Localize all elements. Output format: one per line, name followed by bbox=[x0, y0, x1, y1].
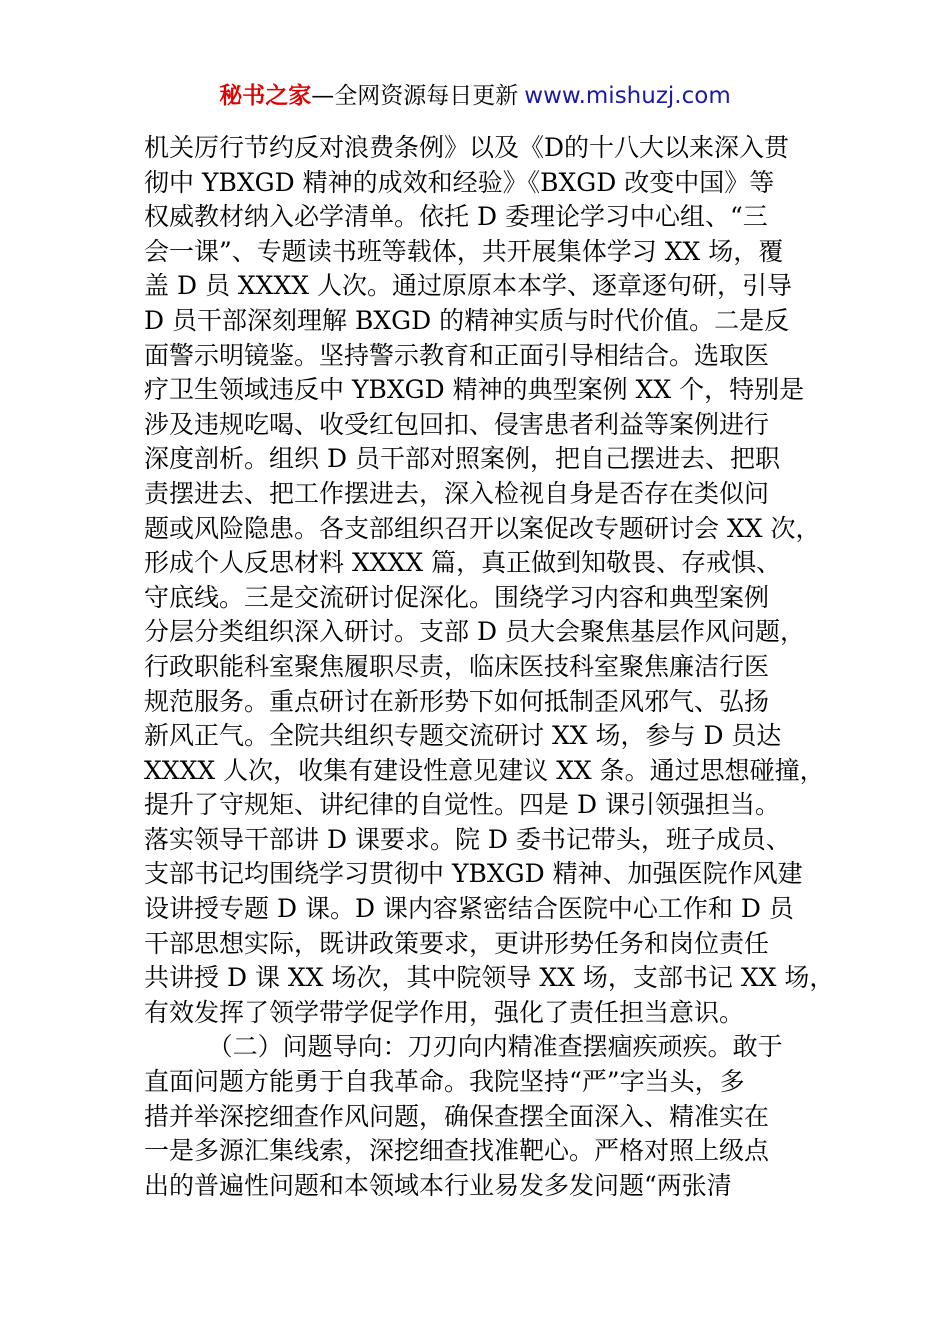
body-line: 出的普遍性问题和本领域本行业易发多发问题“两张清 bbox=[144, 1170, 732, 1200]
body-line: 行政职能科室聚焦履职尽责，临床医技科室聚焦廉洁行医 bbox=[144, 651, 770, 681]
body-line: 措并举深挖细查作风问题，确保查摆全面深入、精准实在 bbox=[144, 1101, 770, 1131]
body-line: 疗卫生领域违反中 YBXGD 精神的典型案例 XX 个，特别是 bbox=[144, 375, 805, 405]
body-line: 彻中 YBXGD 精神的成效和经验》《BXGD 改变中国》等 bbox=[144, 167, 775, 197]
body-line: 会一课”、专题读书班等载体，共开展集体学习 XX 场，覆 bbox=[144, 236, 784, 266]
body-line: 权威教材纳入必学清单。依托 D 委理论学习中心组、“三 bbox=[144, 202, 768, 232]
body-line: 直面问题方能勇于自我革命。我院坚持“严”字当头，多 bbox=[144, 1067, 745, 1097]
site-header bbox=[0, 79, 950, 113]
body-line: 新风正气。全院共组织专题交流研讨 XX 场，参与 D 员达 bbox=[144, 721, 782, 751]
brand-name: 秘书之家 bbox=[219, 83, 312, 109]
body-line: XXXX 人次，收集有建设性意见建议 XX 条。通过思想碰撞， bbox=[144, 755, 825, 785]
body-line: 干部思想实际，既讲政策要求，更讲形势任务和岗位责任 bbox=[144, 928, 770, 958]
body-line: 深度剖析。组织 D 员干部对照案例，把自己摆进去、把职 bbox=[144, 444, 780, 474]
body-line: 提升了守规矩、讲纪律的自觉性。四是 D 课引领强担当。 bbox=[144, 790, 780, 820]
body-line: D 员干部深刻理解 BXGD 的精神实质与时代价值。二是反 bbox=[144, 305, 790, 335]
body-line: 面警示明镜鉴。坚持警示教育和正面引导相结合。选取医 bbox=[144, 340, 770, 370]
body-line: 题或风险隐患。各支部组织召开以案促改专题研讨会 XX 次， bbox=[144, 513, 821, 543]
body-line: 守底线。三是交流研讨促深化。围绕学习内容和典型案例 bbox=[144, 582, 770, 612]
body-line: 一是多源汇集线索，深挖细查找准靶心。严格对照上级点 bbox=[144, 1136, 770, 1166]
body-line: 涉及违规吃喝、收受红包回扣、侵害患者利益等案例进行 bbox=[144, 409, 770, 439]
body-line: 盖 D 员 XXXX 人次。通过原原本本学、逐章逐句研，引导 bbox=[144, 271, 793, 301]
header-tagline: —全网资源每日更新 bbox=[311, 83, 519, 109]
body-line: 规范服务。重点研讨在新形势下如何抵制歪风邪气、弘扬 bbox=[144, 686, 770, 716]
body-line: 共讲授 D 课 XX 场次，其中院领导 XX 场，支部书记 XX 场， bbox=[144, 963, 835, 993]
body-line: 机关厉行节约反对浪费条例》以及《D的十八大以来深入贯 bbox=[144, 133, 790, 162]
site-url[interactable]: www.mishuzj.com bbox=[524, 83, 731, 109]
body-line: （二）问题导向：刀刃向内精准查摆痼疾顽疾。敢于 bbox=[144, 1032, 783, 1062]
body-line: 落实领导干部讲 D 课要求。院 D 委书记带头，班子成员、 bbox=[144, 824, 791, 854]
body-line: 形成个人反思材料 XXXX 篇，真正做到知敬畏、存戒惧、 bbox=[144, 548, 782, 578]
body-line: 有效发挥了领学带学促学作用，强化了责任担当意识。 bbox=[144, 997, 745, 1027]
document-body bbox=[144, 131, 844, 1203]
body-line: 设讲授专题 D 课。D 课内容紧密结合医院中心工作和 D 员 bbox=[144, 894, 794, 924]
body-line: 责摆进去、把工作摆进去，深入检视自身是否存在类似问 bbox=[144, 478, 770, 508]
body-line: 分层分类组织深入研讨。支部 D 员大会聚焦基层作风问题， bbox=[144, 617, 805, 647]
body-line: 支部书记均围绕学习贯彻中 YBXGD 精神、加强医院作风建 bbox=[144, 859, 803, 889]
